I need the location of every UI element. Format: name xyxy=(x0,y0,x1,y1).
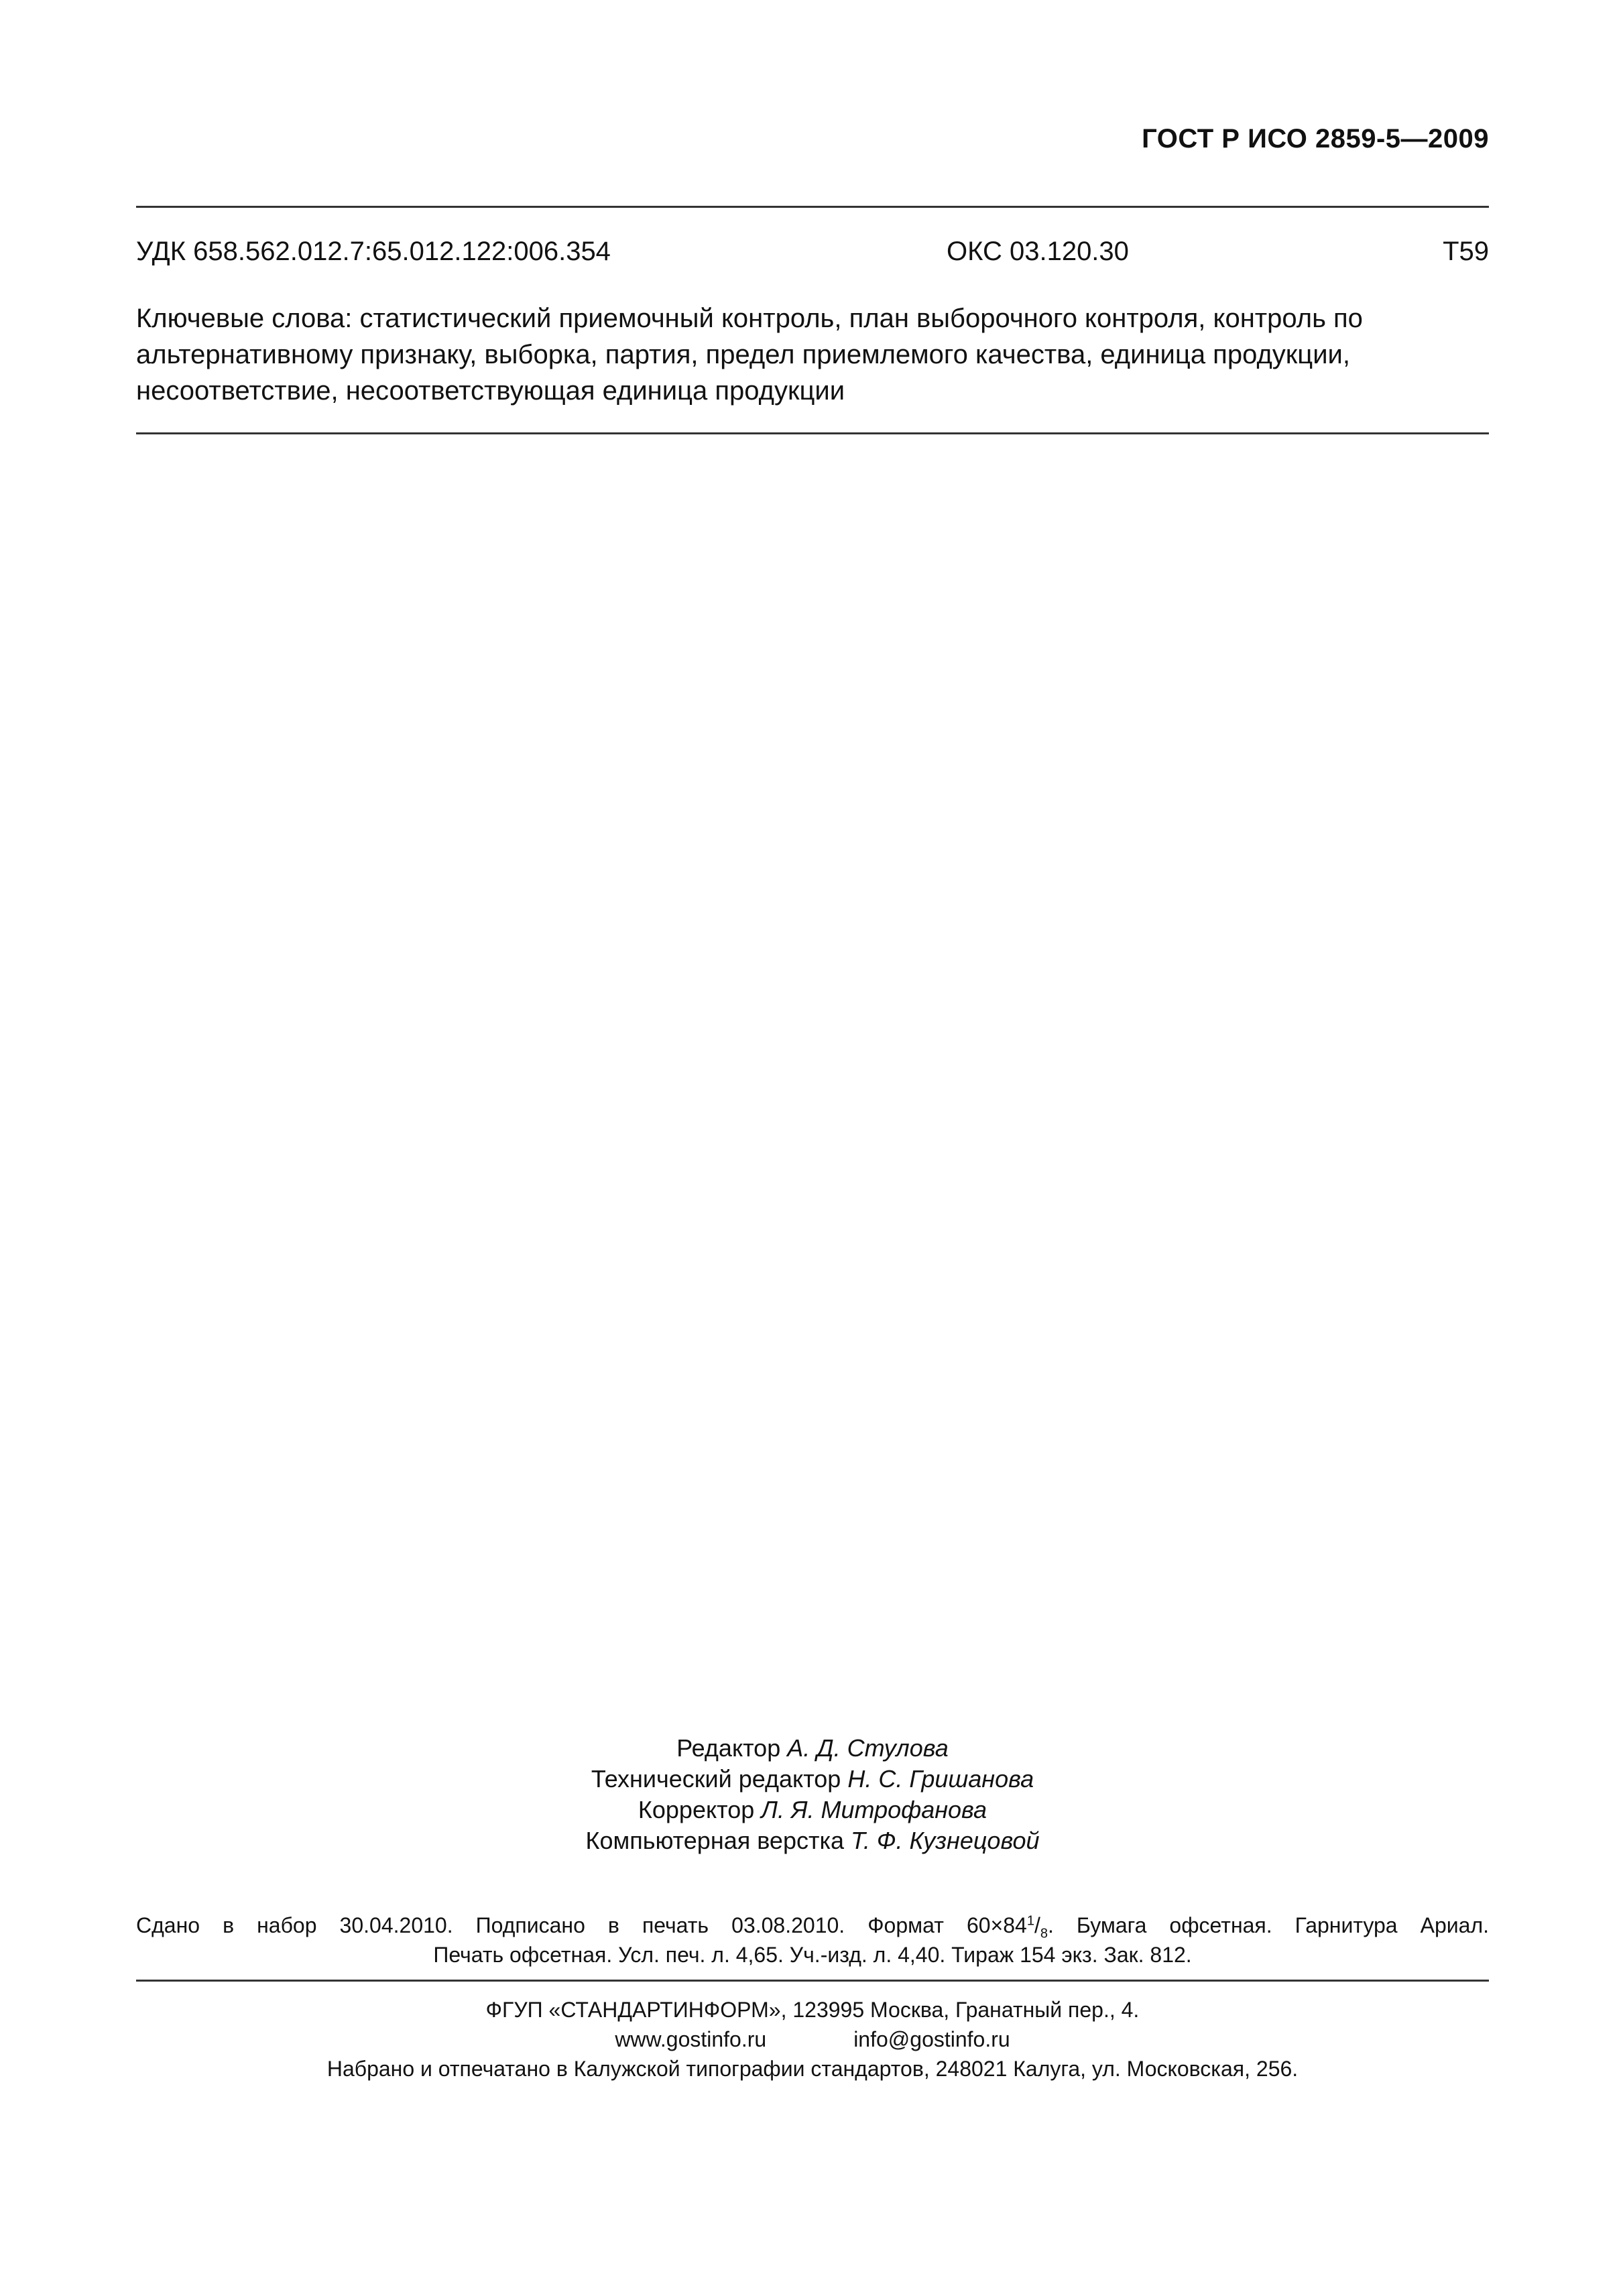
credit-layout: Компьютерная верстка Т. Ф. Кузнецовой xyxy=(585,1827,1040,1854)
credits-block xyxy=(136,1733,1489,1856)
printer-info: Набрано и отпечатано в Калужской типографии стандартов, 248021 Калуга, ул. Московская, 256. xyxy=(326,2057,1299,2081)
udk-code: УДК 658.562.012.7:65.012.122:006.354 xyxy=(136,237,611,266)
credit-tech-editor: Технический редактор Н. С. Гришанова xyxy=(591,1765,1034,1793)
imprint-block xyxy=(136,1911,1489,1970)
group-code: Т59 xyxy=(1443,237,1489,266)
keywords-divider xyxy=(136,432,1489,434)
website-link[interactable]: www.gostinfo.ru xyxy=(615,2027,767,2051)
credit-proofreader: Корректор Л. Я. Митрофанова xyxy=(638,1796,987,1823)
publisher-address: ФГУП «СТАНДАРТИНФОРМ», 123995 Москва, Гранатный пер., 4. xyxy=(485,1998,1140,2022)
standard-code: ГОСТ Р ИСО 2859-5—2009 xyxy=(1142,124,1489,154)
imprint-line-1: Сдано в набор 30.04.2010. Подписано в печать 03.08.2010. Формат $60\times 84^1/_8$. Бумага офсетная. Гарнитура Ариал. xyxy=(136,1913,1490,1941)
credit-editor: Редактор А. Д. Стулова xyxy=(676,1734,949,1762)
imprint-divider xyxy=(136,1980,1489,1982)
keywords-paragraph: Ключевые слова: статистический приемочный контроль, план выборочного контроля, контроль по альтернативному признаку, выборка, партия, предел приемлемого качества, единица продукции, несоответствие, несоответствующая единица продукции xyxy=(136,304,1363,406)
email-link[interactable]: info@gostinfo.ru xyxy=(853,2027,1010,2051)
publisher-contacts xyxy=(136,2025,1489,2054)
top-divider xyxy=(136,206,1489,208)
imprint-line-2: Печать офсетная. Усл. печ. л. 4,65. Уч.-изд. л. 4,40. Тираж 154 экз. Зак. 812. xyxy=(433,1943,1192,1967)
publisher-block xyxy=(136,1995,1489,2083)
oks-code: ОКС 03.120.30 xyxy=(947,237,1129,266)
